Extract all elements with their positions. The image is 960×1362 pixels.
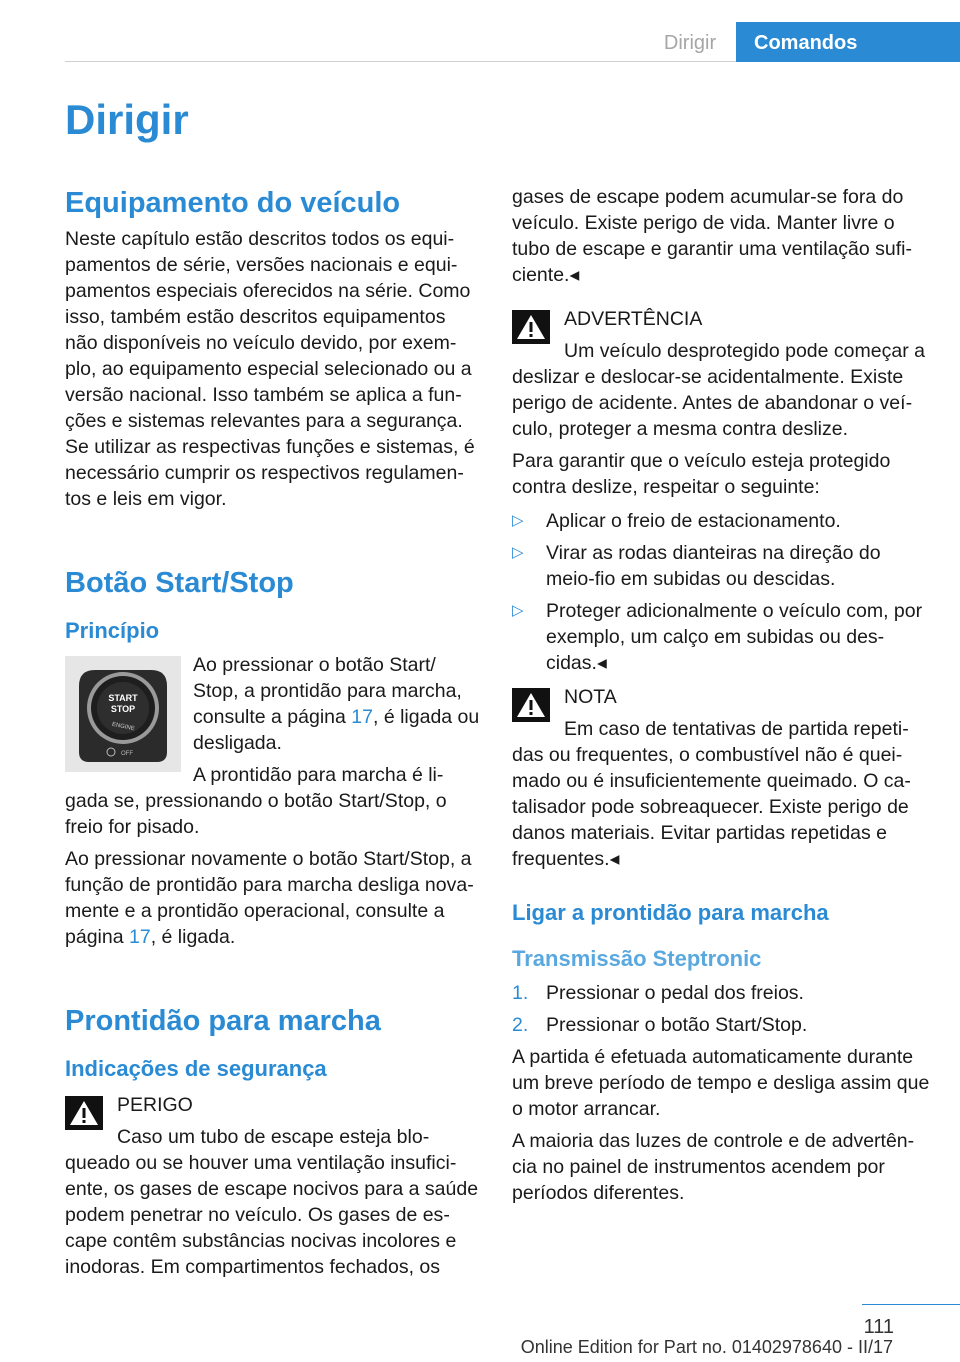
start-stop-p3: Ao pressionar novamente o botão Start/Stop, a função de prontidão para marcha desliga novamente e a prontidão operacional, consulte a página 17, é ligada. <box>65 848 474 948</box>
subheading-principle: Princípio <box>65 618 160 643</box>
warning-label: NOTA <box>564 686 617 708</box>
section-heading-readiness: Prontidão para marcha <box>65 1005 381 1037</box>
list-item: ▷ Proteger adicionalmente o veículo com, por exemplo, um calço em subidas ou descidas.◂ <box>512 600 923 674</box>
left-column <box>65 184 480 1280</box>
triangle-bullet-icon: ▷ <box>512 512 524 529</box>
steps-list <box>512 980 930 1038</box>
header-tab-section[interactable]: Dirigir <box>663 32 717 54</box>
section-heading-equipment: Equipamento do veículo <box>65 187 401 219</box>
warning-triangle-icon <box>512 688 550 722</box>
right-column <box>512 184 930 1206</box>
page-link-17[interactable]: 17 <box>351 706 373 728</box>
start-stop-block <box>65 652 480 840</box>
page-number: 111 <box>863 1316 894 1338</box>
warning-text: Um veículo desprotegido pode começar a deslizar e deslocar-se acidentalmente. Existe perigo de acidente. Antes de abandonar o veículo, proteger a mesma contra deslize. <box>512 340 925 440</box>
btn-text-stop: STOP <box>110 704 136 714</box>
start-stop-button-image <box>65 656 181 772</box>
protection-intro: Para garantir que o veículo esteja protegido contra deslize, respeitar o seguinte: <box>512 450 891 498</box>
footer-rule <box>862 1304 960 1305</box>
page-title: Dirigir <box>65 96 189 143</box>
warning-label: ADVERTÊNCIA <box>564 308 703 330</box>
warning-danger <box>65 1092 480 1280</box>
btn-text-engine: ENGINE <box>111 721 136 733</box>
equipment-text: Neste capítulo estão descritos todos os equipamentos de série, versões nacionais e equipamentos especiais oferecidos na série. Como isso, também estão descritos equipamentos não disponíveis no veículo devido, por exemplo, ao equipamento especial selecionado ou a versão nacional. Isso também se aplica a funções e sistemas relevantes para a segurança. Se utilizar as respectivas funções e sistemas, é necessário cumprir os respectivos regulamentos e leis em vigor. <box>65 228 475 510</box>
list-item: 2. Pressionar o botão Start/Stop. <box>512 1014 808 1036</box>
warning-text: Caso um tubo de escape esteja bloqueado ou se houver uma ventilação insuficiente, os gases de escape nocivos para a saúde podem penetrar no veículo. Os gases de escape contêm substâncias nocivas incolores e inodoras. Em compartimentos fechados, os <box>65 1126 479 1278</box>
warning-triangle-icon <box>65 1096 103 1130</box>
list-item: ▷ Aplicar o freio de estacionamento. <box>512 510 841 532</box>
warning-label: PERIGO <box>117 1094 193 1116</box>
page-link-17b[interactable]: 17 <box>128 926 151 948</box>
triangle-bullet-icon: ▷ <box>512 602 524 619</box>
list-item: ▷ Virar as rodas dianteiras na direção do meio-fio em subidas ou descidas. <box>512 542 881 590</box>
subheading-steptronic: Transmissão Steptronic <box>512 946 762 971</box>
warning-advertencia <box>512 306 930 442</box>
btn-text-start: START <box>108 693 138 703</box>
protection-list <box>512 508 930 676</box>
start-stop-p1: Ao pressionar o botão Start/ Stop, a prontidão para marcha, consulte a página 17, é ligada ou desligada. <box>193 654 480 754</box>
after-steps-p1: A partida é efetuada automaticamente durante um breve período de tempo e desliga assim que o motor arrancar. <box>512 1046 930 1120</box>
header-tab-active[interactable]: Comandos <box>736 22 960 62</box>
section-heading-start-stop: Botão Start/Stop <box>65 567 294 599</box>
list-item: 1. Pressionar o pedal dos freios. <box>512 982 804 1004</box>
after-steps-p2: A maioria das luzes de controle e de advertência no painel de instrumentos acendem por períodos diferentes. <box>512 1130 915 1204</box>
btn-text-off: OFF <box>121 751 133 757</box>
triangle-bullet-icon: ▷ <box>512 544 524 561</box>
warning-text: Em caso de tentativas de partida repetidas ou frequentes, o combustível não é queimado ou é insuficientemente queimado. O catalisador pode sobreaquecer. Existe perigo de danos materiais. Evitar partidas repetidas e frequentes.◂ <box>512 718 911 870</box>
subheading-safety: Indicações de segurança <box>65 1056 327 1081</box>
footer-edition: Online Edition for Part no. 01402978640 - II/17 <box>520 1337 893 1357</box>
warning-continued: gases de escape podem acumular-se fora do veículo. Existe perigo de vida. Manter livre o tubo de escape e garantir uma ventilação suficiente.◂ <box>512 186 912 286</box>
warning-nota <box>512 684 930 872</box>
subheading-turn-on-readiness: Ligar a prontidão para marcha <box>512 900 829 925</box>
start-stop-p2: A prontidão para marcha é ligada se, pressionando o botão Start/Stop, o freio for pisado. <box>65 764 447 838</box>
warning-triangle-icon <box>512 310 550 344</box>
